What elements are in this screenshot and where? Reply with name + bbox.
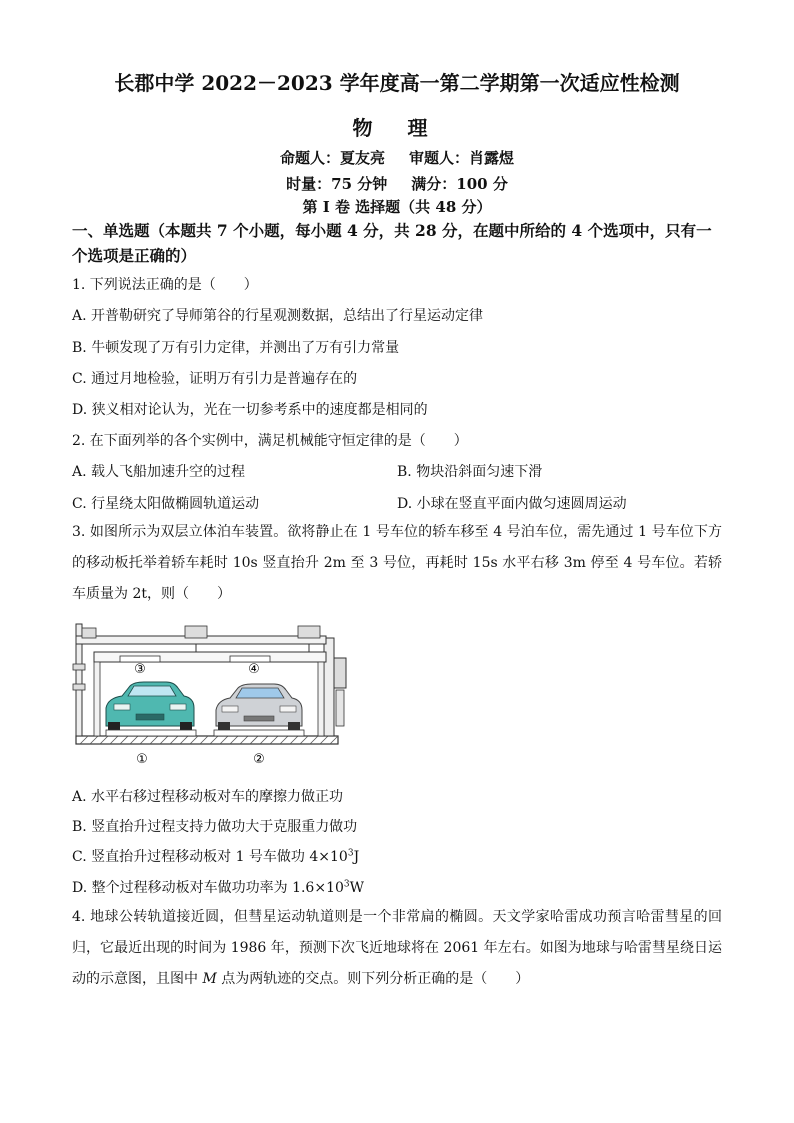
q1-option-a: A. 开普勒研究了导师第谷的行星观测数据，总结出了行星运动定律 xyxy=(72,308,484,324)
q3-option-b: B. 竖直抬升过程支持力做功大于克服重力做功 xyxy=(72,819,358,835)
slot-label-3: ③ xyxy=(134,662,146,677)
q2-option-d: D. 小球在竖直平面内做匀速圆周运动 xyxy=(397,496,627,512)
q1-option-d: D. 狭义相对论认为，光在一切参考系中的速度都是相同的 xyxy=(72,402,428,418)
q2-option-a: A. 载人飞船加速升空的过程 xyxy=(72,464,246,480)
subject-title: 物 理 xyxy=(352,116,442,140)
slot-label-4: ④ xyxy=(248,662,260,677)
slot-1-plate xyxy=(106,730,196,736)
q1-stem: 1. 下列说法正确的是（ ） xyxy=(72,277,258,293)
slot-2-plate xyxy=(214,730,304,736)
reviewer: 审题人：肖露煜 xyxy=(409,149,515,167)
motor-box xyxy=(334,658,346,688)
exam-title: 长郡中学 2022－2023 学年度高一第二学期第一次适应性检测 xyxy=(114,71,680,95)
car-1 xyxy=(106,682,194,732)
setter: 命题人：夏友亮 xyxy=(279,149,385,167)
q2-stem: 2. 在下面列举的各个实例中，满足机械能守恒定律的是（ ） xyxy=(72,433,468,449)
q3-stem: 3. 如图所示为双层立体泊车装置。欲将静止在 1 号车位的轿车移至 4 号泊车位，需先通过 1 号车位下方的移动板托举着轿车耗时 10s 竖直抬升 2m 至 3 号位，再耗时 15s 水平右移 3m 停至 4 号车位。若轿车质量为 2t，则（ ） xyxy=(72,524,722,602)
time-score-line xyxy=(0,173,794,194)
q3-option-c: C. 竖直抬升过程移动板对 1 号车做功 $4\times 10^3J$ xyxy=(72,848,360,865)
slot-label-2: ② xyxy=(253,752,265,767)
point-m: M xyxy=(202,971,217,987)
full-score: 满分：100 分 xyxy=(411,175,508,193)
q4-stem: 4. 地球公转轨道接近圆，但彗星运动轨道则是一个非常扁的椭圆。天文学家哈雷成功预言哈雷彗星的回归，它最近出现的时间为 1986 年，预测下次飞近地球将在 2061 年左右。如图为地球与哈雷彗星绕日运动的示意图，且图中 M 点为两轨迹的交点。则下列分析正确的是（ ） xyxy=(72,909,722,987)
section-heading: 一、单选题（本题共 7 个小题，每小题 4 分，共 28 分，在题中所给的 4 个选项中，只有一个选项是正确的） xyxy=(72,221,712,265)
volume-heading: 第 I 卷 选择题（共 48 分） xyxy=(302,198,492,216)
q1-option-c: C. 通过月地检验，证明万有引力是普遍存在的 xyxy=(72,371,358,387)
q3-option-d: D. 整个过程移动板对车做功功率为 $1.6\times 10^3W$ xyxy=(72,879,365,896)
author-line xyxy=(0,147,794,168)
q2-option-c: C. 行星绕太阳做椭圆轨道运动 xyxy=(72,496,260,512)
time-limit: 时量：75 分钟 xyxy=(286,175,388,193)
car-2 xyxy=(216,684,302,732)
parking-figure xyxy=(70,618,350,768)
q1-option-b: B. 牛顿发现了万有引力定律，并测出了万有引力常量 xyxy=(72,340,400,356)
q3-option-a: A. 水平右移过程移动板对车的摩擦力做正功 xyxy=(72,789,344,805)
slot-label-1: ① xyxy=(136,752,148,767)
q2-option-b: B. 物块沿斜面匀速下滑 xyxy=(397,464,543,480)
